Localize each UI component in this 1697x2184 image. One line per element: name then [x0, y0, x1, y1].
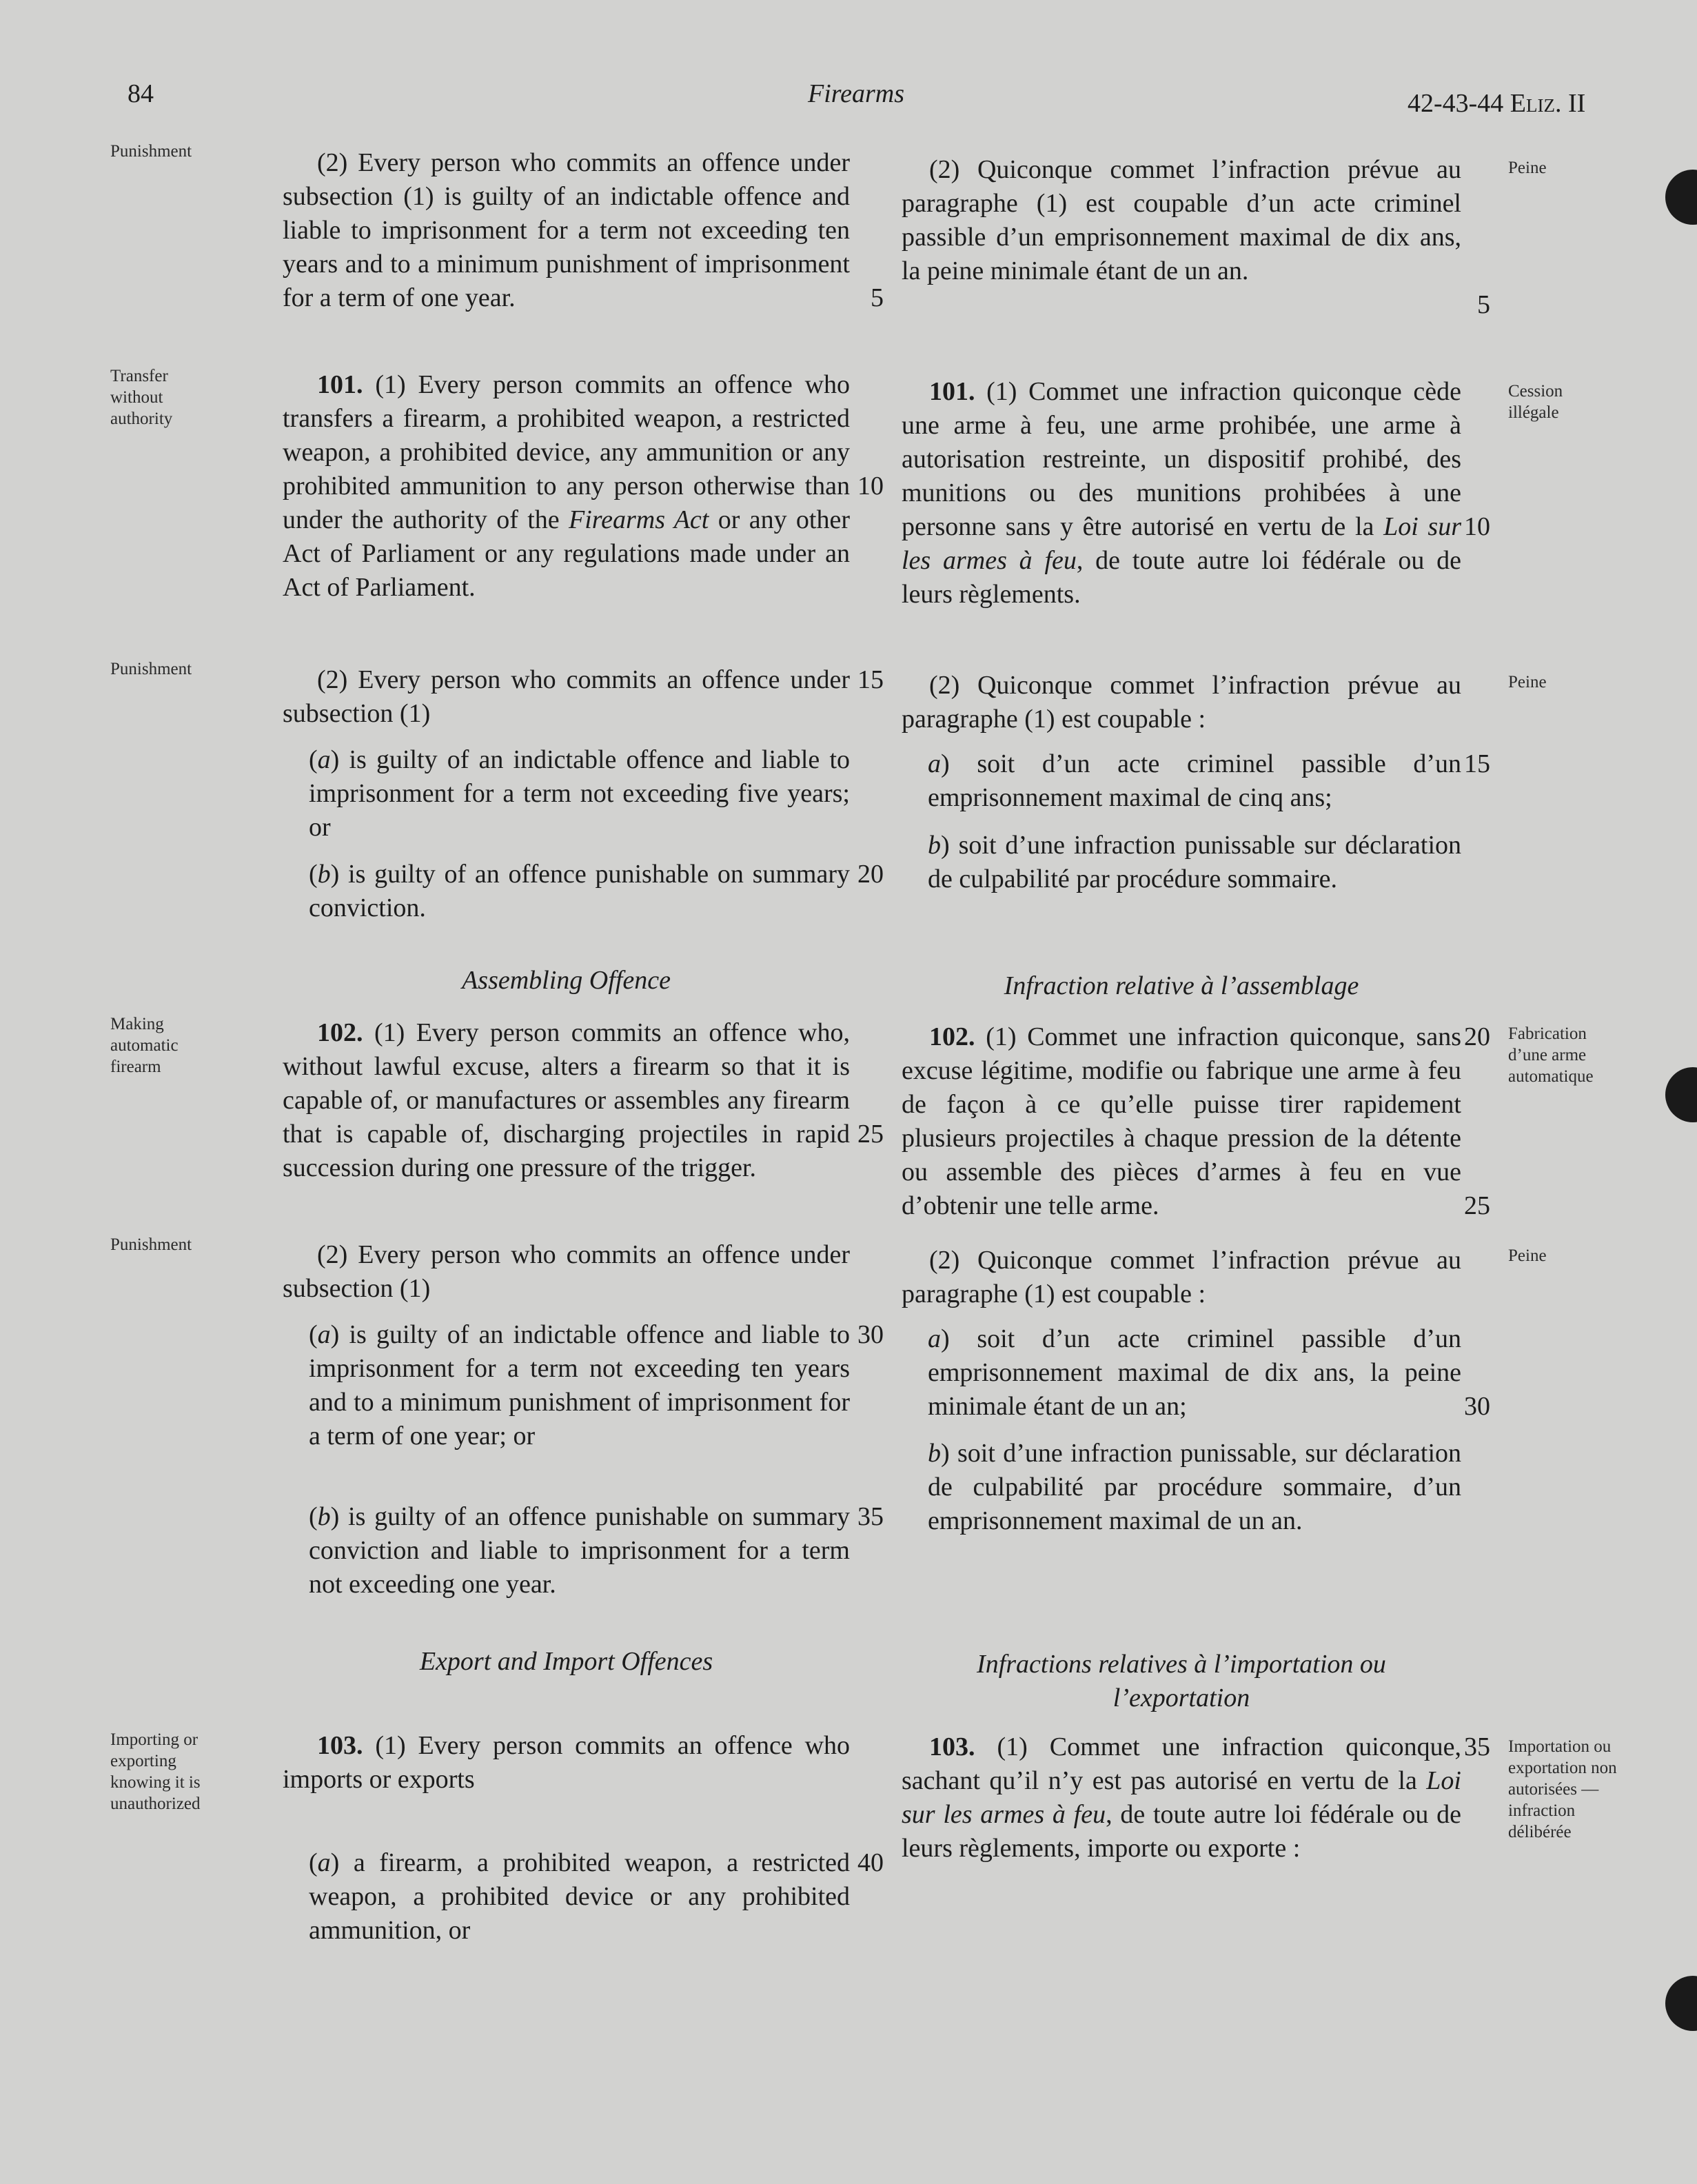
french-s101-1: 101. (1) Commet une infraction quiconque cède une arme à feu, une arme prohibée, une arme à autorisation restreinte, un dispositif prohibé, des munitions ou des munitions prohibées à une personne sans y être autorisé en vertu de la Loi sur les armes à feu, de toute autre loi fédérale ou de leurs règlements. [902, 377, 1461, 609]
line-number: 35 [1464, 1732, 1490, 1761]
section-number: 102. [317, 1018, 363, 1047]
line-number: 25 [857, 1120, 884, 1149]
english-s101-1: 101. (1) Every person commits an offence who transfers a firearm, a prohibited weapon, a restricted weapon, a prohibited device, any ammunition or any prohibited ammunition to any person otherwise than under the authority of the Firearms Act or any other Act of Parliament or any regulations made under an Act of Parliament. [283, 370, 851, 602]
english-s101-2-a: (a) is guilty of an indictable offence and liable to imprisonment for a term not exceeding five years; or [309, 745, 850, 842]
section-number: 102. [929, 1022, 975, 1051]
act-name: Loi sur les armes à feu [902, 512, 1461, 575]
heading-infraction-assemblage: Infraction relative à l’assemblage [1004, 971, 1359, 1000]
act-name: Loi sur les armes à feu [902, 1766, 1461, 1829]
line-number: 10 [857, 472, 884, 501]
french-s102-1: 102. (1) Commet une infraction quiconque, sans excuse légitime, modifie ou fabrique une arme à feu de façon à ce qu’elle puisse tirer rapidement plusieurs projectiles à chaque pression de la détente ou assemble des pièces d’armes à feu en vue d’obtenir une telle arme. [902, 1022, 1461, 1220]
french-s101-2-a: a) soit d’un acte criminel passible d’un emprisonnement maximal de cinq ans; [928, 749, 1461, 812]
margin-note-punishment: Punishment [110, 1235, 192, 1254]
english-s102-2-a: (a) is guilty of an indictable offence and liable to imprisonment for a term not exceeding ten years and to a minimum punishment of imprisonment for a term of one year; or [309, 1320, 850, 1450]
english-s103-1: 103. (1) Every person commits an offence who imports or exports [283, 1731, 851, 1794]
margin-note-transfer: Transfer without authority [110, 367, 173, 428]
line-number: 40 [857, 1848, 884, 1877]
margin-note-cession: Cession illégale [1508, 382, 1563, 422]
margin-note-punishment: Punishment [110, 660, 192, 678]
heading-assembling-offence: Assembling Offence [462, 966, 671, 995]
english-s101-2-b: (b) is guilty of an offence punishable on summary conviction. [309, 860, 850, 922]
page-number: 84 [128, 79, 154, 108]
french-s100-2: (2) Quiconque commet l’infraction prévue au paragraphe (1) est coupable d’un acte criminel passible d’un emprisonnement maximal de dix ans, la peine minimale étant de un an. [902, 155, 1461, 285]
margin-note-importation: Importation ou exportation non autorisées — infraction délibérée [1508, 1737, 1617, 1841]
french-s101-2: (2) Quiconque commet l’infraction prévue au paragraphe (1) est coupable : [902, 671, 1461, 734]
french-s102-2-b: b) soit d’une infraction punissable, sur déclaration de culpabilité par procédure sommaire, d’un emprisonnement maximal de un an. [928, 1439, 1462, 1535]
english-s102-2: (2) Every person who commits an offence under subsection (1) [283, 1240, 850, 1303]
line-number: 20 [1464, 1022, 1490, 1051]
binder-hole [1665, 1067, 1697, 1122]
margin-note-peine: Peine [1508, 159, 1547, 177]
act-name: Firearms Act [569, 505, 709, 534]
line-number: 35 [857, 1502, 884, 1531]
margin-note-punishment: Punishment [110, 142, 192, 161]
english-s101-2: (2) Every person who commits an offence under subsection (1) [283, 665, 850, 728]
line-number: 30 [857, 1320, 884, 1349]
heading-export-import-offences: Export and Import Offences [419, 1647, 713, 1676]
running-title: Firearms [808, 79, 905, 108]
binder-hole [1665, 1976, 1697, 2031]
section-number: 103. [929, 1732, 975, 1761]
line-number: 25 [1464, 1191, 1490, 1220]
french-s101-2-b: b) soit d’une infraction punissable sur déclaration de culpabilité par procédure sommaire. [928, 831, 1462, 893]
binder-hole [1665, 170, 1697, 225]
english-s102-2-b: (b) is guilty of an offence punishable on summary conviction and liable to imprisonment for a term not exceeding one year. [309, 1502, 850, 1599]
french-s102-2: (2) Quiconque commet l’infraction prévue au paragraphe (1) est coupable : [902, 1246, 1461, 1308]
english-s100-2: (2) Every person who commits an offence under subsection (1) is guilty of an indictable offence and liable to imprisonment for a term not exceeding ten years and to a minimum punishment of imprisonment for a term of one year. [283, 148, 850, 312]
margin-note-peine: Peine [1508, 1246, 1547, 1265]
line-number: 20 [857, 860, 884, 889]
line-number: 15 [857, 665, 884, 694]
line-number: 5 [871, 283, 884, 312]
french-s102-2-a: a) soit d’un acte criminel passible d’un emprisonnement maximal de dix ans, la peine minimale étant de un an; [928, 1324, 1461, 1421]
line-number: 5 [1477, 290, 1490, 319]
english-s103-1-a: (a) a firearm, a prohibited weapon, a restricted weapon, a prohibited device or any prohibited ammunition, or [309, 1848, 851, 1945]
margin-note-importing: Importing or exporting knowing it is unauthorized [110, 1730, 201, 1813]
section-number: 101. [929, 377, 975, 406]
english-s102-1: 102. (1) Every person commits an offence who, without lawful excuse, alters a firearm so that it is capable of, or manufactures or assembles any firearm that is capable of, discharging projectiles in rapid succession during one pressure of the trigger. [283, 1018, 851, 1182]
margin-note-making: Making automatic firearm [110, 1015, 179, 1076]
line-number: 30 [1464, 1392, 1490, 1421]
margin-note-fabrication: Fabrication d’une arme automatique [1508, 1024, 1594, 1086]
line-number: 15 [1464, 749, 1490, 778]
regnal-reference: 42-43-44 Eliz. II [1408, 89, 1586, 118]
heading-infractions-importation: Infractions relatives à l’importation ou l’exportation [977, 1650, 1386, 1712]
margin-note-peine: Peine [1508, 673, 1547, 691]
section-number: 103. [317, 1731, 363, 1760]
section-number: 101. [317, 370, 363, 399]
line-number: 10 [1464, 512, 1490, 541]
french-s103-1: 103. (1) Commet une infraction quiconque, sachant qu’il n’y est pas autorisé en vertu de la Loi sur les armes à feu, de toute autre loi fédérale ou de leurs règlements, importe ou exporte : [902, 1732, 1461, 1863]
